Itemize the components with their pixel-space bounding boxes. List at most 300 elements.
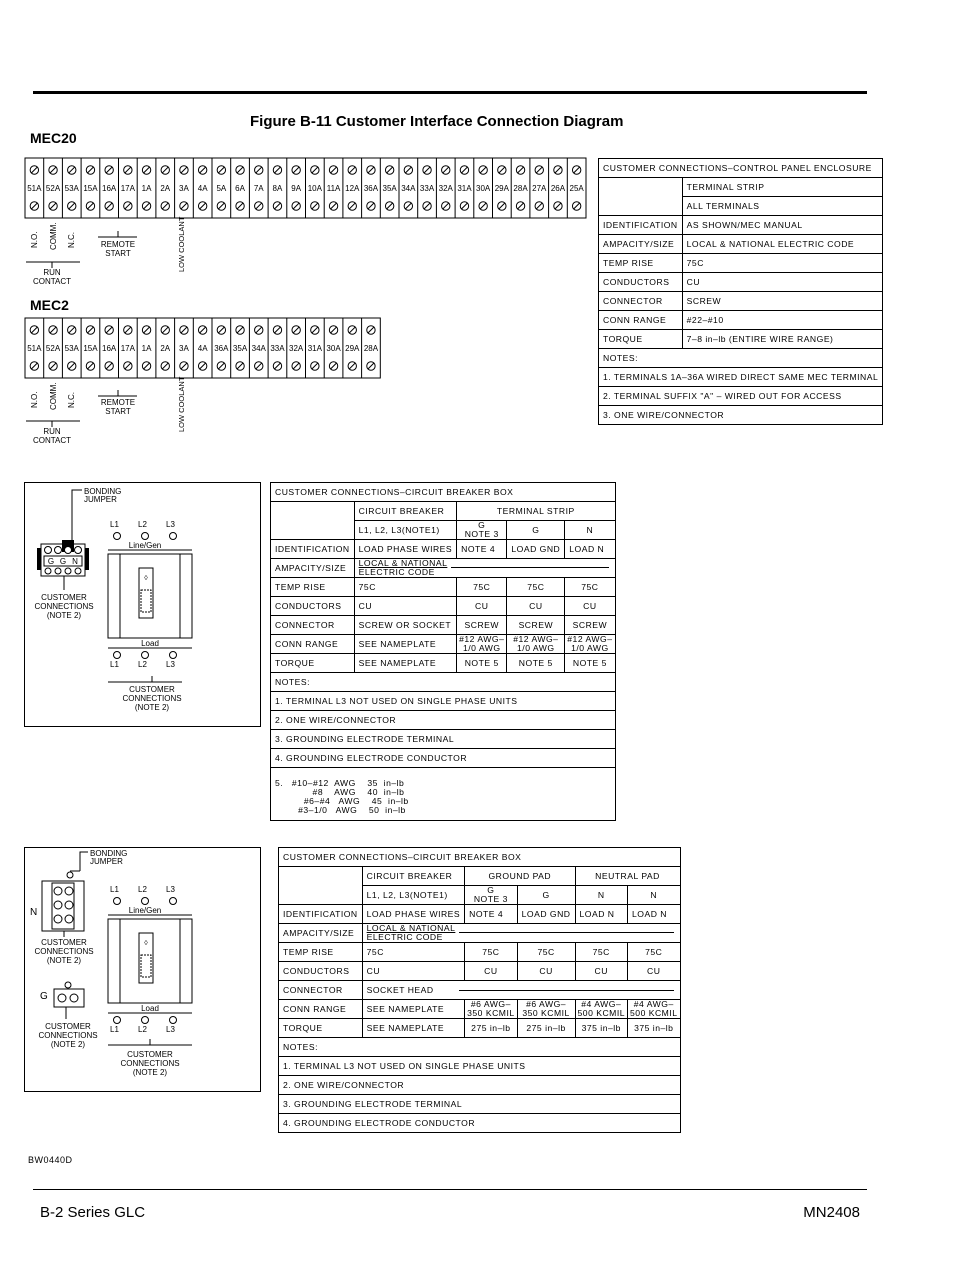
screw-slot	[536, 203, 542, 209]
note-2: 2. ONE WIRE/CONNECTOR	[271, 711, 616, 730]
terminal-label: 32A	[438, 184, 453, 193]
screw-slot	[162, 327, 168, 333]
screw-slot	[368, 327, 374, 333]
terminal-label: 2A	[160, 344, 171, 353]
header-circuit-breaker: CIRCUIT BREAKER	[354, 502, 456, 521]
row-value: LOCAL & NATIONAL ELECTRIC CODE	[682, 235, 883, 254]
row-cell: 75C	[517, 943, 575, 962]
row-label: CONN RANGE	[271, 635, 355, 654]
breaker-table-2	[278, 847, 681, 1133]
screw-slot	[518, 167, 524, 173]
screw-slot	[368, 167, 374, 173]
header-l123: L1, L2, L3(NOTE1)	[362, 886, 464, 905]
row-cell: NOTE 4	[465, 905, 518, 924]
row-cell: 75C	[465, 943, 518, 962]
l1-label: L1	[110, 660, 119, 669]
screw-slot	[499, 167, 505, 173]
neutral-lugs	[54, 887, 73, 923]
terminal-label: 36A	[214, 344, 229, 353]
row-cell: #4 AWG– 500 KCMIL	[628, 1000, 681, 1019]
cc-label: CONNECTIONS	[122, 694, 182, 703]
screw-slot	[125, 327, 131, 333]
row-cell: CU	[507, 597, 565, 616]
row-cell: CU	[565, 597, 615, 616]
g2-label: G	[59, 557, 67, 566]
screw-slot	[125, 363, 131, 369]
screw-slot	[349, 363, 355, 369]
row-cell: #4 AWG– 500 KCMIL	[575, 1000, 628, 1019]
screw-slot	[237, 327, 243, 333]
terminal-label: 27A	[532, 184, 547, 193]
l3-label: L3	[166, 520, 175, 529]
terminal-strips	[0, 0, 600, 460]
lug-icon	[65, 887, 73, 895]
line-terminal-icon	[114, 533, 121, 540]
row-label: CONNECTOR	[279, 981, 363, 1000]
notes-label: NOTES:	[599, 349, 883, 368]
header-ground-pad: GROUND PAD	[465, 867, 575, 886]
bonding-label: BONDING	[84, 487, 122, 496]
terminal-label: 2A	[160, 184, 171, 193]
row-cell: SCREW	[507, 616, 565, 635]
load-terminal-icon	[114, 1017, 121, 1024]
screw-slot	[87, 203, 93, 209]
screw-slot	[331, 363, 337, 369]
mec2-terminal-strip	[25, 318, 380, 378]
screw-slot	[69, 203, 75, 209]
load-label: Load	[141, 1004, 159, 1013]
row-label: CONDUCTORS	[279, 962, 363, 981]
terminal-label: 29A	[494, 184, 509, 193]
screw-slot	[461, 203, 467, 209]
bonding-label: BONDING	[90, 849, 128, 858]
terminal-label: 53A	[64, 344, 79, 353]
screw-slot	[405, 203, 411, 209]
screw-slot	[480, 203, 486, 209]
run-label: RUN	[43, 427, 61, 436]
row-cell: CU	[457, 597, 507, 616]
screw-slot	[200, 203, 206, 209]
screw-slot	[405, 167, 411, 173]
row-label: IDENTIFICATION	[599, 216, 683, 235]
dimension-arrow-icon	[451, 567, 609, 568]
screw-slot	[349, 327, 355, 333]
drawing-id: BW0440D	[28, 1155, 73, 1165]
cc-label: CUSTOMER	[129, 685, 175, 694]
screw-slot	[200, 327, 206, 333]
row-cell: 75C	[507, 578, 565, 597]
line-gen-label: Line/Gen	[128, 906, 162, 915]
screw-slot	[125, 203, 131, 209]
terminal-label: 35A	[232, 344, 248, 353]
screw-slot	[312, 363, 318, 369]
control-panel-table	[598, 158, 883, 425]
row-cell: SEE NAMEPLATE	[362, 1019, 464, 1038]
header-terminal-strip: TERMINAL STRIP	[682, 178, 883, 197]
row-value: 7–8 in–lb (ENTIRE WIRE RANGE)	[682, 330, 883, 349]
note-1: 1. TERMINAL L3 NOT USED ON SINGLE PHASE UNITS	[279, 1057, 681, 1076]
row-label: TEMP RISE	[271, 578, 355, 597]
mec2-group-labels	[26, 376, 186, 445]
screw-slot	[31, 203, 37, 209]
cc-label: CONNECTIONS	[34, 947, 94, 956]
screw-slot	[312, 327, 318, 333]
header-g-note: G NOTE 3	[465, 886, 518, 905]
note-1: 1. TERMINAL L3 NOT USED ON SINGLE PHASE UNITS	[271, 692, 616, 711]
breaker-table-1	[270, 482, 616, 821]
mec20-terminal-strip	[25, 158, 586, 218]
row-cell: CU	[628, 962, 681, 981]
footer-left: B-2 Series GLC	[40, 1204, 146, 1221]
figure-title: Figure B-11 Customer Interface Connection Diagram	[250, 113, 624, 130]
row-value: CU	[682, 273, 883, 292]
note-3: 3. GROUNDING ELECTRODE TERMINAL	[279, 1095, 681, 1114]
screw-slot	[349, 203, 355, 209]
screw-slot	[312, 167, 318, 173]
row-label: IDENTIFICATION	[271, 540, 355, 559]
terminal-label: 30A	[326, 344, 341, 353]
screw-slot	[536, 167, 542, 173]
header-l123: L1, L2, L3(NOTE1)	[354, 521, 456, 540]
terminal-label: 12A	[345, 184, 360, 193]
dimension-arrow-icon	[459, 990, 674, 991]
l2-label: L2	[138, 520, 147, 529]
terminal-label: 3A	[179, 344, 189, 353]
screw-slot	[200, 363, 206, 369]
row-value: #22–#10	[682, 311, 883, 330]
comm-label: COMM.	[49, 382, 58, 410]
l1-label: L1	[110, 520, 119, 529]
note-3: 3. ONE WIRE/CONNECTOR	[599, 406, 883, 425]
row-label: CONN RANGE	[279, 1000, 363, 1019]
screw-slot	[461, 167, 467, 173]
row-value: AS SHOWN/MEC MANUAL	[682, 216, 883, 235]
screw-slot	[256, 327, 262, 333]
screw-slot	[87, 327, 93, 333]
terminal-label: 51A	[27, 344, 42, 353]
cc-label: (NOTE 2)	[132, 1068, 168, 1077]
terminal-label: 33A	[270, 344, 285, 353]
terminal-label: 11A	[326, 184, 341, 193]
screw-slot	[480, 167, 486, 173]
l2-label: L2	[138, 1025, 147, 1034]
row-cell: 75C	[354, 578, 456, 597]
l2-label: L2	[138, 660, 147, 669]
screw-slot	[106, 203, 112, 209]
terminal-label: 5A	[216, 184, 227, 193]
screw-slot	[237, 363, 243, 369]
l3-label: L3	[166, 1025, 175, 1034]
cc-label: CONNECTIONS	[38, 1031, 98, 1040]
screw-slot	[331, 203, 337, 209]
terminal-label: 33A	[419, 184, 435, 193]
g-label: G	[47, 557, 55, 566]
terminal-label: 52A	[45, 184, 61, 193]
load-terminal-icon	[142, 652, 149, 659]
row-cell: LOAD PHASE WIRES	[362, 905, 464, 924]
terminal-label: 17A	[120, 184, 135, 193]
terminal-label: 26A	[550, 184, 566, 193]
row-cell: 75C	[628, 943, 681, 962]
note-4: 4. GROUNDING ELECTRODE CONDUCTOR	[271, 749, 616, 768]
row-cell: SCREW	[565, 616, 615, 635]
cc-label: (NOTE 2)	[50, 1040, 86, 1049]
row-value: 75C	[682, 254, 883, 273]
screw-slot	[293, 363, 299, 369]
svg-text:◊: ◊	[144, 940, 148, 947]
terminal-label: 1A	[141, 184, 152, 193]
terminal-label: 4A	[197, 184, 208, 193]
row-cell: CU	[517, 962, 575, 981]
row-cell: #6 AWG– 350 KCMIL	[465, 1000, 518, 1019]
terminal-label: 51A	[27, 184, 42, 193]
row-cell: 75C	[565, 578, 615, 597]
row-label: TORQUE	[271, 654, 355, 673]
terminal-label: 28A	[363, 344, 379, 353]
terminal-label: 25A	[569, 184, 584, 193]
terminal-label: 30A	[476, 184, 491, 193]
screw-slot	[424, 167, 430, 173]
line-terminal-icon	[142, 533, 149, 540]
header-g: G	[517, 886, 575, 905]
screw-slot	[256, 363, 262, 369]
screw-slot	[69, 363, 75, 369]
screw-slot	[31, 327, 37, 333]
load-label: Load	[141, 639, 159, 648]
row-cell: LOAD GND	[507, 540, 565, 559]
header-all-terminals: ALL TERMINALS	[682, 197, 883, 216]
row-cell: LOAD N	[628, 905, 681, 924]
header-g: G	[507, 521, 565, 540]
terminal-label: 17A	[120, 344, 135, 353]
cc-label: CUSTOMER	[45, 1022, 91, 1031]
terminal-label: 52A	[45, 344, 61, 353]
row-label: AMPACITY/SIZE	[271, 559, 355, 578]
terminal-label: 31A	[307, 344, 322, 353]
l3-label: L3	[166, 660, 175, 669]
screw-slot	[331, 327, 337, 333]
screw-slot	[274, 327, 280, 333]
screw-slot	[50, 167, 56, 173]
screw-slot	[162, 167, 168, 173]
row-cell: #12 AWG– 1/0 AWG	[457, 635, 507, 654]
screw-slot	[87, 363, 93, 369]
screw-slot	[499, 203, 505, 209]
line-terminal-icon	[142, 898, 149, 905]
terminal-label: 35A	[382, 184, 397, 193]
screw-slot	[574, 167, 580, 173]
breaker-diagram-1	[24, 482, 262, 728]
row-cell: 375 in–lb	[575, 1019, 628, 1038]
jumper-label: JUMPER	[90, 857, 123, 866]
screw-slot	[106, 167, 112, 173]
row-cell: CU	[575, 962, 628, 981]
row-label: TEMP RISE	[599, 254, 683, 273]
contact-label: CONTACT	[32, 436, 72, 445]
row-label: TEMP RISE	[279, 943, 363, 962]
screw-slot	[274, 203, 280, 209]
cc-label: CONNECTIONS	[120, 1059, 180, 1068]
row-cell: LOAD N	[565, 540, 615, 559]
note-1: 1. TERMINALS 1A–36A WIRED DIRECT SAME MEC TERMINAL	[599, 368, 883, 387]
cc-label: (NOTE 2)	[134, 703, 170, 712]
row-cell: CU	[354, 597, 456, 616]
row-cell: CU	[465, 962, 518, 981]
row-cell: LOAD GND	[517, 905, 575, 924]
jumper-label: JUMPER	[84, 495, 117, 504]
notes-label: NOTES:	[271, 673, 616, 692]
terminal-label: 34A	[401, 184, 416, 193]
row-cell: SCREW	[457, 616, 507, 635]
screw-slot	[293, 327, 299, 333]
screw-slot	[256, 203, 262, 209]
l3-label: L3	[166, 885, 175, 894]
screw-slot	[218, 203, 224, 209]
notes-label: NOTES:	[279, 1038, 681, 1057]
row-cell: SOCKET HEAD	[362, 981, 680, 1000]
header-g-note: G NOTE 3	[457, 521, 507, 540]
row-value: SCREW	[682, 292, 883, 311]
mec20-group-labels	[26, 216, 186, 286]
row-cell: 275 in–lb	[517, 1019, 575, 1038]
row-cell: LOAD PHASE WIRES	[354, 540, 456, 559]
no-label: N.O.	[30, 391, 39, 408]
screw-slot	[125, 167, 131, 173]
row-cell: 75C	[362, 943, 464, 962]
screw-slot	[387, 167, 393, 173]
header-n: N	[628, 886, 681, 905]
screw-slot	[331, 167, 337, 173]
cc-label: (NOTE 2)	[46, 956, 82, 965]
lug-icon	[58, 994, 66, 1002]
screw-slot	[181, 327, 187, 333]
screw-slot	[443, 167, 449, 173]
bottom-rule	[33, 1189, 867, 1190]
dimension-arrow-icon	[459, 932, 674, 933]
lug-icon	[54, 915, 62, 923]
screw-slot	[237, 167, 243, 173]
screw-slot	[200, 167, 206, 173]
row-label: IDENTIFICATION	[279, 905, 363, 924]
l1-label: L1	[110, 885, 119, 894]
lug-icon	[54, 887, 62, 895]
row-label: TORQUE	[279, 1019, 363, 1038]
screw-slot	[274, 167, 280, 173]
screw-slot	[256, 167, 262, 173]
start-label: START	[105, 249, 131, 258]
mec20-label: MEC20	[30, 130, 77, 146]
row-label: CONNECTOR	[599, 292, 683, 311]
terminal-label: 10A	[307, 184, 322, 193]
screw-slot	[144, 203, 150, 209]
terminal-label: 36A	[363, 184, 379, 193]
row-cell: 75C	[457, 578, 507, 597]
screw-slot	[31, 363, 37, 369]
load-terminal-icon	[170, 1017, 177, 1024]
mec2-label: MEC2	[30, 297, 69, 313]
breaker-diagram-2	[24, 847, 262, 1093]
screw-slot	[555, 167, 561, 173]
screw-slot	[69, 167, 75, 173]
load-terminal-icon	[114, 652, 121, 659]
line-terminal-icon	[114, 898, 121, 905]
row-cell: SEE NAMEPLATE	[362, 1000, 464, 1019]
screw-slot	[181, 167, 187, 173]
terminal-label: 31A	[457, 184, 472, 193]
terminal-label: 9A	[291, 184, 302, 193]
row-cell: NOTE 4	[457, 540, 507, 559]
row-cell: #12 AWG– 1/0 AWG	[565, 635, 615, 654]
note-2: 2. TERMINAL SUFFIX "A" – WIRED OUT FOR ACCESS	[599, 387, 883, 406]
screw-slot	[162, 203, 168, 209]
l2-label: L2	[138, 885, 147, 894]
screw-slot	[106, 327, 112, 333]
screw-slot	[31, 167, 37, 173]
lug-icon	[54, 901, 62, 909]
table-title: CUSTOMER CONNECTIONS–CIRCUIT BREAKER BOX	[279, 848, 681, 867]
row-label: TORQUE	[599, 330, 683, 349]
row-cell: #12 AWG– 1/0 AWG	[507, 635, 565, 654]
low-coolant-label: LOW COOLANT	[177, 376, 186, 432]
table-title: CUSTOMER CONNECTIONS–CONTROL PANEL ENCLOSURE	[599, 159, 883, 178]
row-label: AMPACITY/SIZE	[599, 235, 683, 254]
row-cell: NOTE 5	[457, 654, 507, 673]
header-n: N	[575, 886, 628, 905]
cc-label: CUSTOMER	[41, 593, 87, 602]
svg-text:◊: ◊	[144, 575, 148, 582]
screw-slot	[144, 327, 150, 333]
row-label: CONDUCTORS	[599, 273, 683, 292]
terminal-label: 1A	[141, 344, 152, 353]
screw-slot	[50, 363, 56, 369]
terminal-screw-icon	[65, 547, 72, 554]
screw-slot	[574, 203, 580, 209]
table-title: CUSTOMER CONNECTIONS–CIRCUIT BREAKER BOX	[271, 483, 616, 502]
header-n: N	[565, 521, 615, 540]
note-2: 2. ONE WIRE/CONNECTOR	[279, 1076, 681, 1095]
contact-label: CONTACT	[32, 277, 72, 286]
screw-slot	[368, 203, 374, 209]
header-circuit-breaker: CIRCUIT BREAKER	[362, 867, 464, 886]
row-cell: SEE NAMEPLATE	[354, 635, 456, 654]
row-cell: 75C	[575, 943, 628, 962]
row-cell: 275 in–lb	[465, 1019, 518, 1038]
row-cell: LOAD N	[575, 905, 628, 924]
cc-label: (NOTE 2)	[46, 611, 82, 620]
terminal-label: 8A	[272, 184, 283, 193]
screw-slot	[50, 327, 56, 333]
remote-label: REMOTE	[100, 398, 136, 407]
terminal-label: 16A	[102, 344, 117, 353]
lug-icon	[65, 915, 73, 923]
note-5: 5. #10–#12 AWG 35 in–lb #8 AWG 40 in–lb #6–#4 AWG 45 in–lb #3–1/0 AWG 50 in–lb	[271, 768, 616, 821]
screw-slot	[555, 203, 561, 209]
lug-icon	[65, 901, 73, 909]
screw-slot	[106, 363, 112, 369]
start-label: START	[105, 407, 131, 416]
terminal-label: 32A	[289, 344, 304, 353]
no-label: N.O.	[30, 231, 39, 248]
terminal-label: 3A	[179, 184, 189, 193]
n-label: N	[72, 557, 78, 566]
screw-slot	[274, 363, 280, 369]
screw-slot	[349, 167, 355, 173]
screw-slot	[69, 327, 75, 333]
header-neutral-pad: NEUTRAL PAD	[575, 867, 680, 886]
lug-icon	[70, 994, 78, 1002]
remote-label: REMOTE	[100, 240, 136, 249]
terminal-label: 15A	[83, 184, 98, 193]
